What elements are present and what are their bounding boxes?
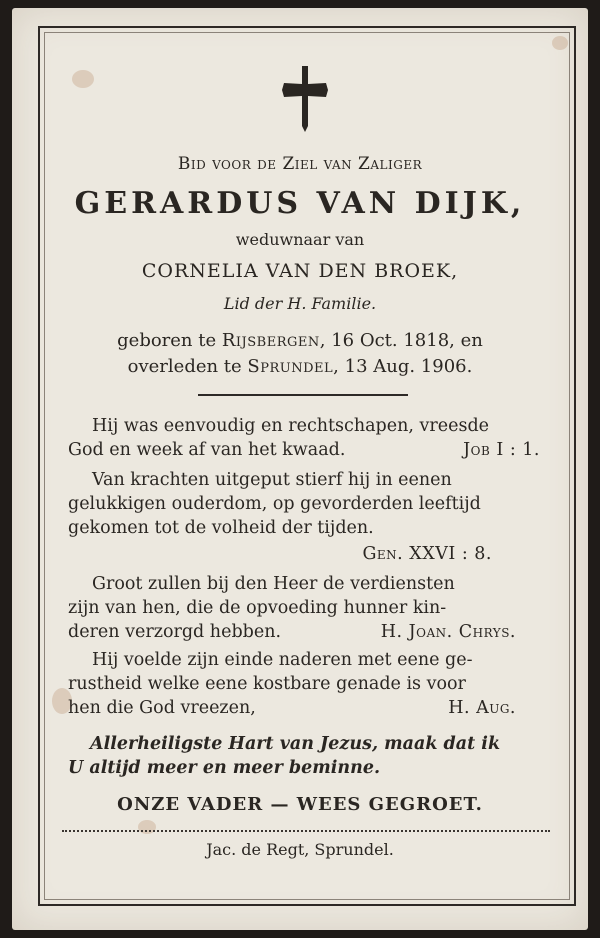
printer-credit: Jac. de Regt, Sprundel. bbox=[206, 840, 394, 859]
quote-line: Hij was eenvoudig en rechtschapen, vreesde bbox=[92, 416, 490, 436]
quote-line: gekomen tot de volheid der tijden. bbox=[68, 518, 374, 538]
invocation-line: U altijd meer en meer beminne. bbox=[68, 758, 381, 778]
birth-line: geboren te Rijsbergen, 16 Oct. 1818, en bbox=[117, 330, 483, 351]
quote-source: Gen. XXVI : 8. bbox=[362, 544, 492, 564]
quote-line: Van krachten uitgeput stierf hij in eenen bbox=[92, 470, 452, 490]
divider bbox=[198, 394, 408, 396]
invocation-line: Allerheiligste Hart van Jezus, maak dat ik bbox=[90, 734, 501, 754]
quote-line: zijn van hen, die de opvoeding hunner kin- bbox=[68, 598, 447, 618]
death-place: Sprundel bbox=[247, 356, 334, 377]
memorial-card bbox=[12, 8, 588, 930]
quote-line: gelukkigen ouderdom, op gevorderden leeftijd bbox=[68, 494, 481, 514]
quote-line: God en week af van het kwaad. Job I : 1. bbox=[68, 440, 540, 460]
quote-line: Hij voelde zijn einde naderen met eene ge- bbox=[92, 650, 473, 670]
quote-line: rustheid welke eene kostbare genade is voor bbox=[68, 674, 466, 694]
quote-source: H. Joan. Chrys. bbox=[380, 622, 516, 642]
quote-source: Job I : 1. bbox=[463, 440, 540, 460]
deceased-name: GERARDUS VAN DIJK, bbox=[74, 186, 526, 221]
birth-place: Rijsbergen bbox=[221, 330, 320, 351]
quote-source: H. Aug. bbox=[448, 698, 516, 718]
closing-prayer: ONZE VADER — WEES GEGROET. bbox=[117, 794, 483, 815]
quote-line: deren verzorgd hebben. H. Joan. Chrys. bbox=[68, 622, 516, 642]
membership-text: Lid der H. Familie. bbox=[223, 294, 377, 313]
quote-line: hen die God vreezen, H. Aug. bbox=[68, 698, 516, 718]
quote-line: Groot zullen bij den Heer de verdiensten bbox=[92, 574, 455, 594]
death-line: overleden te Sprundel, 13 Aug. 1906. bbox=[127, 356, 473, 377]
prayer-heading: Bid voor de Ziel van Zaliger bbox=[177, 154, 423, 174]
relation-text: weduwnaar van bbox=[235, 230, 365, 249]
cross-icon bbox=[282, 66, 328, 132]
spouse-name: CORNELIA VAN DEN BROEK, bbox=[141, 260, 459, 282]
dotted-divider bbox=[62, 830, 550, 832]
